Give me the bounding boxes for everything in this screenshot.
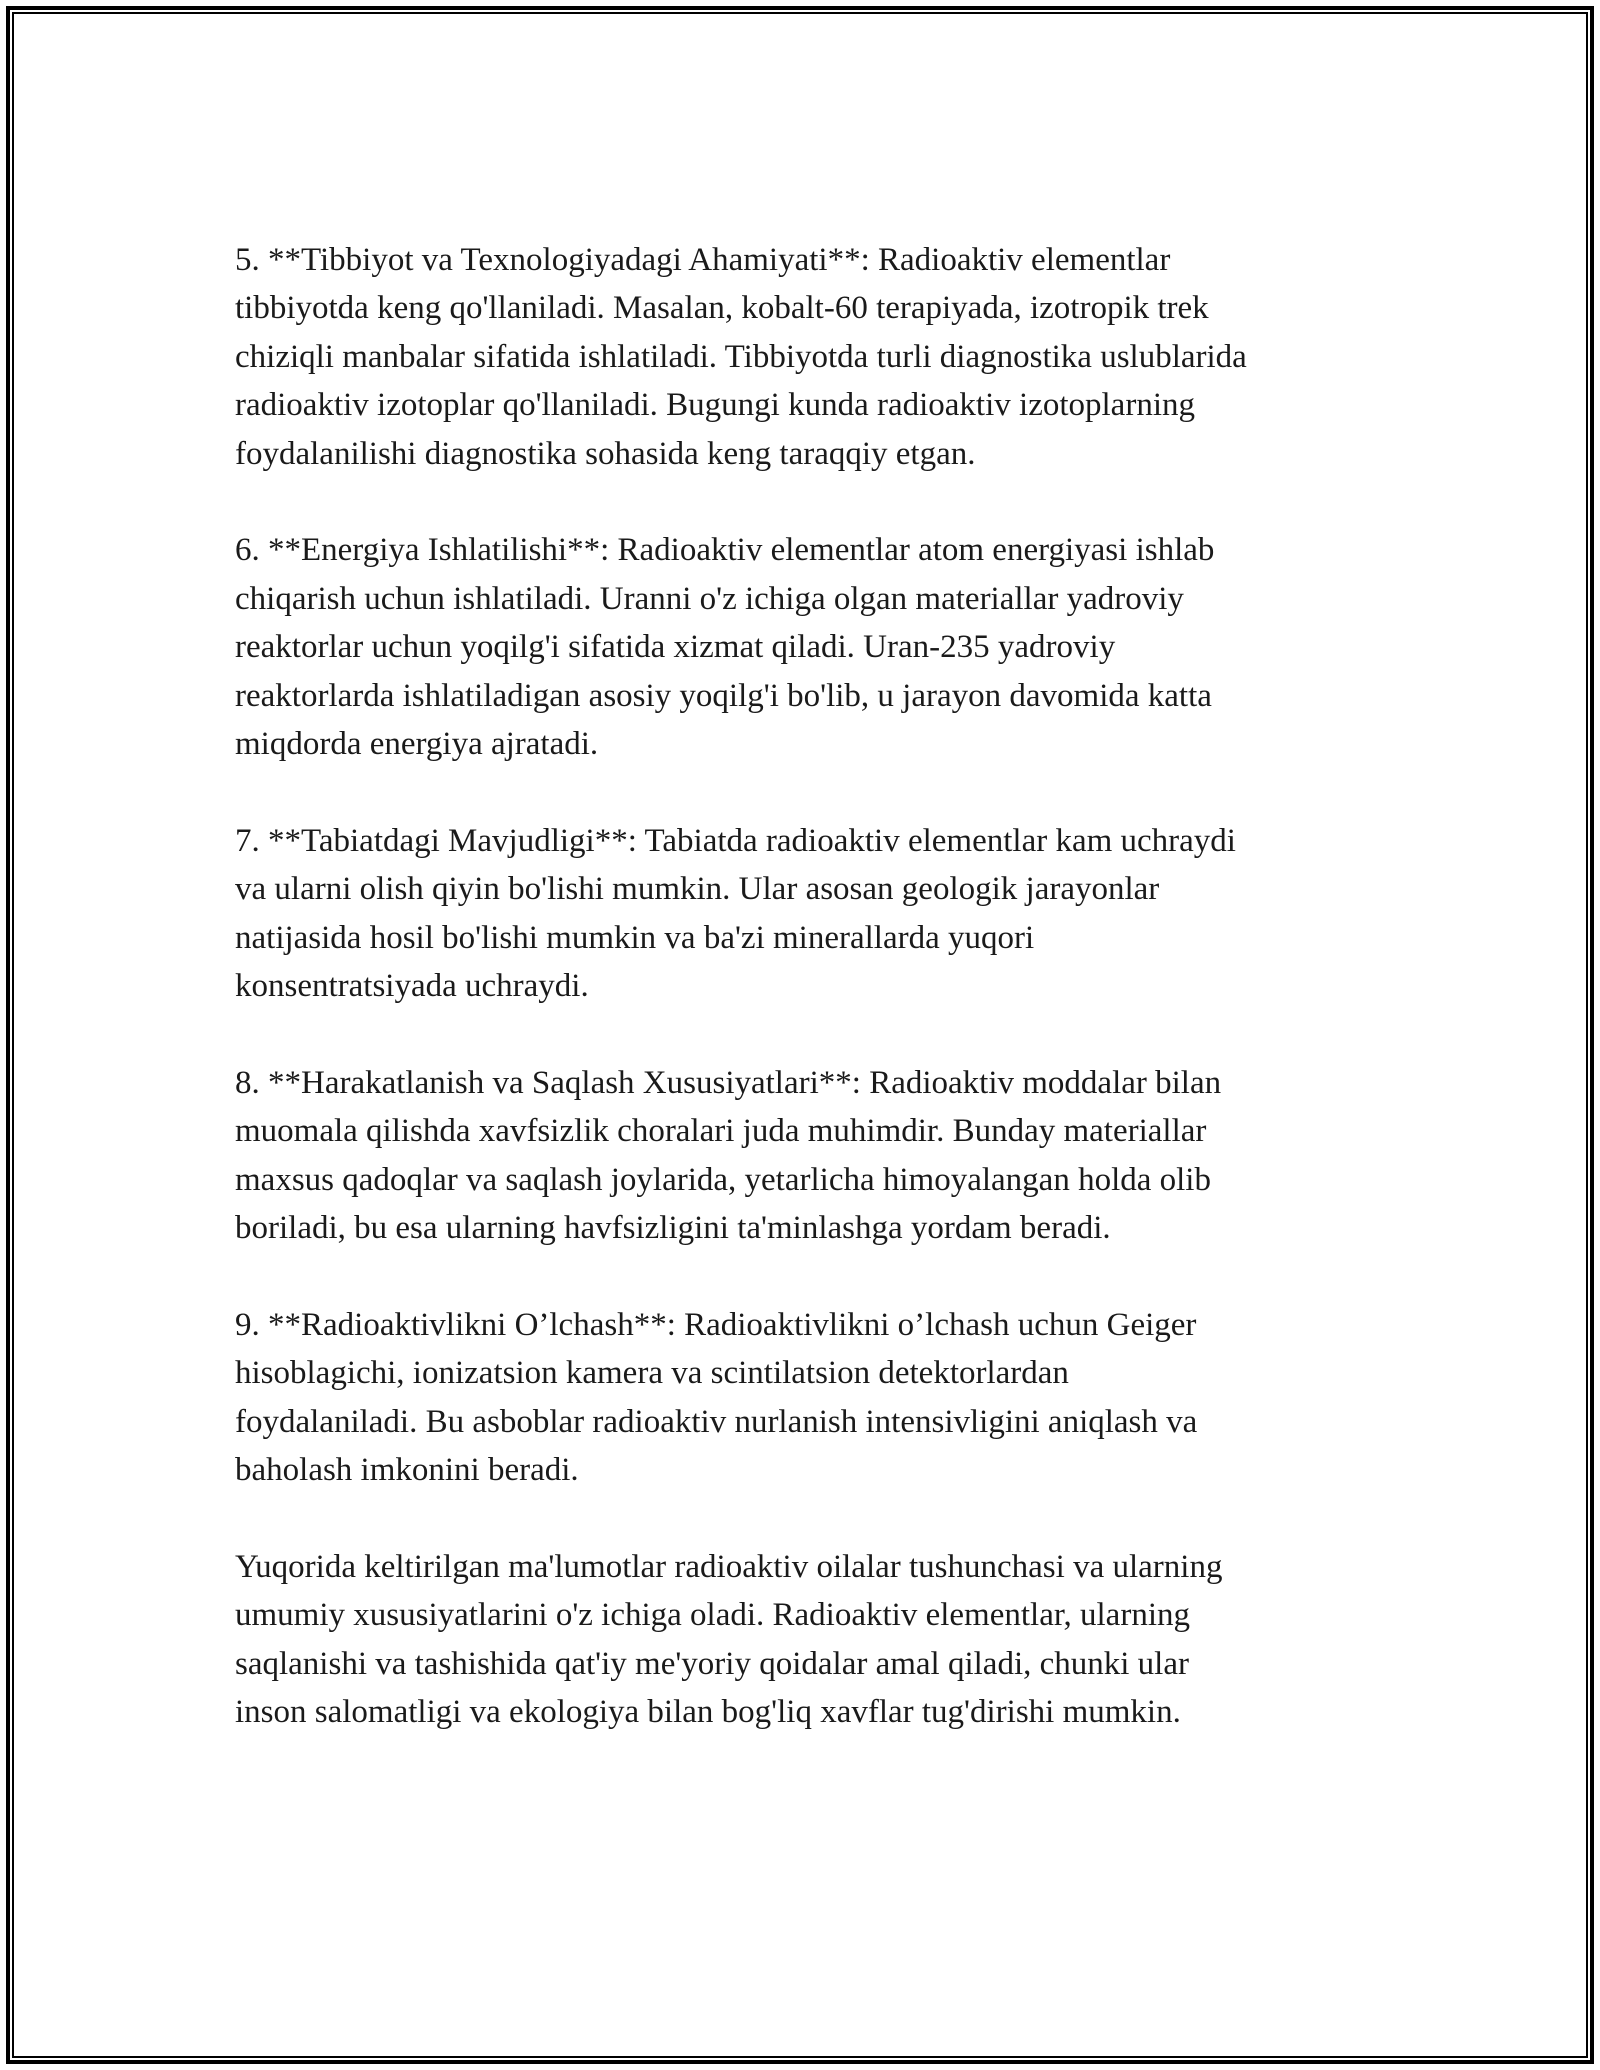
- document-body: [235, 236, 1375, 1785]
- paragraph-measurement: 9. **Radioaktivlikni O’lchash**: Radioaktivlikni o’lchash uchun Geiger hisoblagichi, ionizatsion kamera va scintilatsion detektorlardan foydalaniladi. Bu asboblar radioaktiv nurlanish intensivligini aniqlash va baholash imkonini beradi.: [235, 1306, 1198, 1489]
- paragraph-energy: 6. **Energiya Ishlatilishi**: Radioaktiv elementlar atom energiyasi ishlab chiqarish uchun ishlatiladi. Uranni o'z ichiga olgan materiallar yadroviy reaktorlar uchun yoqilg'i sifatida xizmat qiladi. Uran-235 yadroviy reaktorlarda ishlatiladigan asosiy yoqilg'i bo'lib, u jarayon davomida katta miqdorda energiya ajratadi.: [235, 532, 1215, 763]
- paragraph-nature: 7. **Tabiatdagi Mavjudligi**: Tabiatda radioaktiv elementlar kam uchraydi va ularni olish qiyin bo'lishi mumkin. Ular asosan geologik jarayonlar natijasida hosil bo'lishi mumkin va ba'zi minerallarda yuqori konsentratsiyada uchraydi.: [235, 822, 1236, 1005]
- paragraph-conclusion: Yuqorida keltirilgan ma'lumotlar radioaktiv oilalar tushunchasi va ularning umumiy xususiyatlarini o'z ichiga oladi. Radioaktiv elementlar, ularning saqlanishi va tashishida qat'iy me'yoriy qoidalar amal qiladi, chunki ular inson salomatligi va ekologiya bilan bog'liq xavflar tug'dirishi mumkin.: [235, 1548, 1223, 1731]
- paragraph-medicine: 5. **Tibbiyot va Texnologiyadagi Ahamiyati**: Radioaktiv elementlar tibbiyotda keng qo'llaniladi. Masalan, kobalt-60 terapiyada, izotropik trek chiziqli manbalar sifatida ishlatiladi. Tibbiyotda turli diagnostika uslublarida radioaktiv izotoplar qo'llaniladi. Bugungi kunda radioaktiv izotoplarning foydalanilishi diagnostika sohasida keng taraqqiy etgan.: [235, 242, 1247, 472]
- paragraph-storage: 8. **Harakatlanish va Saqlash Xususiyatlari**: Radioaktiv moddalar bilan muomala qilishda xavfsizlik choralari juda muhimdir. Bunday materiallar maxsus qadoqlar va saqlash joylarida, yetarlicha himoyalangan holda olib boriladi, bu esa ularning havfsizligini ta'minlashga yordam beradi.: [235, 1064, 1222, 1247]
